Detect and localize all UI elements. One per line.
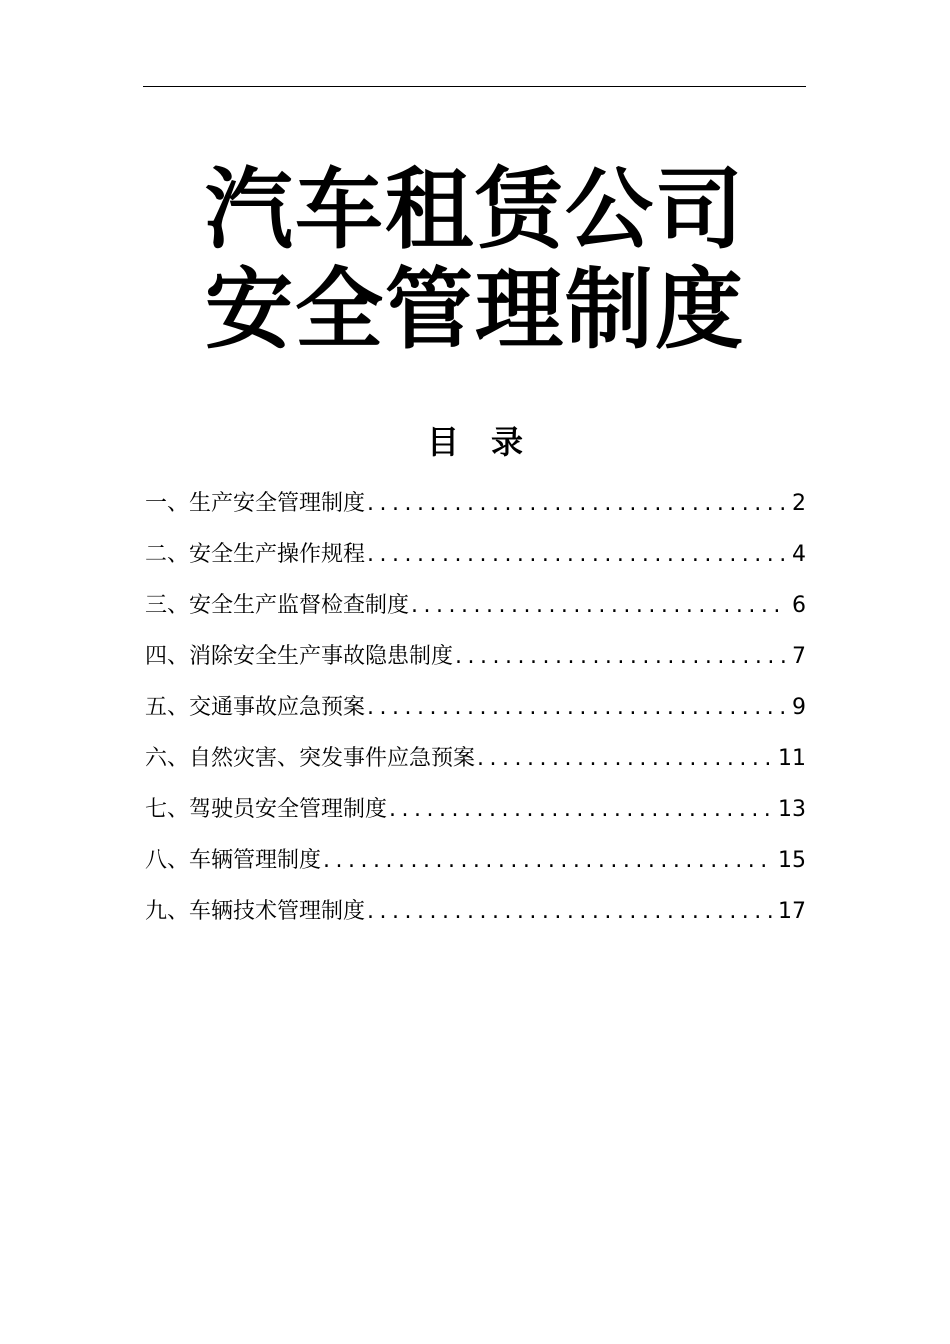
toc-dot-leader <box>367 688 788 728</box>
toc-dot-leader <box>367 535 788 575</box>
toc-dot-leader <box>367 484 788 524</box>
toc-entry-label: 七、驾驶员安全管理制度 <box>145 797 388 822</box>
toc-dot-leader <box>323 841 774 881</box>
title-line-1: 汽车租赁公司 <box>204 158 745 261</box>
toc-dot-leader <box>389 790 774 830</box>
toc-entry[interactable] <box>145 586 806 637</box>
toc-entry-page: 17 <box>778 899 806 924</box>
toc-entry-page: 11 <box>778 746 806 771</box>
table-of-contents <box>145 484 806 943</box>
toc-entry[interactable] <box>145 637 806 688</box>
toc-entry-page: 9 <box>792 695 806 720</box>
header-rule <box>143 86 806 87</box>
toc-heading: 目 录 <box>426 423 523 461</box>
toc-entry-page: 7 <box>792 644 806 669</box>
toc-entry-page: 2 <box>792 491 806 516</box>
toc-entry-page: 6 <box>792 593 806 618</box>
toc-entry-label: 八、车辆管理制度 <box>145 848 322 873</box>
toc-entry[interactable] <box>145 892 806 943</box>
toc-entry-label: 二、安全生产操作规程 <box>145 542 366 567</box>
toc-entry[interactable] <box>145 841 806 892</box>
toc-entry-label: 五、交通事故应急预案 <box>145 695 366 720</box>
toc-dot-leader <box>367 892 774 932</box>
toc-entry-label: 四、消除安全生产事故隐患制度 <box>145 644 454 669</box>
toc-dot-leader <box>455 637 788 677</box>
toc-entry[interactable] <box>145 739 806 790</box>
toc-entry[interactable] <box>145 790 806 841</box>
toc-entry-label: 六、自然灾害、突发事件应急预案 <box>145 746 476 771</box>
toc-entry-page: 4 <box>792 542 806 567</box>
toc-entry-label: 一、生产安全管理制度 <box>145 491 366 516</box>
toc-entry-page: 15 <box>778 848 806 873</box>
title-line-2: 安全管理制度 <box>204 258 745 361</box>
toc-entry-label: 三、安全生产监督检查制度 <box>145 593 410 618</box>
toc-entry-label: 九、车辆技术管理制度 <box>145 899 366 924</box>
toc-entry[interactable] <box>145 688 806 739</box>
toc-entry[interactable] <box>145 535 806 586</box>
toc-dot-leader <box>477 739 774 779</box>
toc-dot-leader <box>411 586 788 626</box>
toc-entry[interactable] <box>145 484 806 535</box>
document-title <box>0 160 950 360</box>
toc-entry-page: 13 <box>778 797 806 822</box>
